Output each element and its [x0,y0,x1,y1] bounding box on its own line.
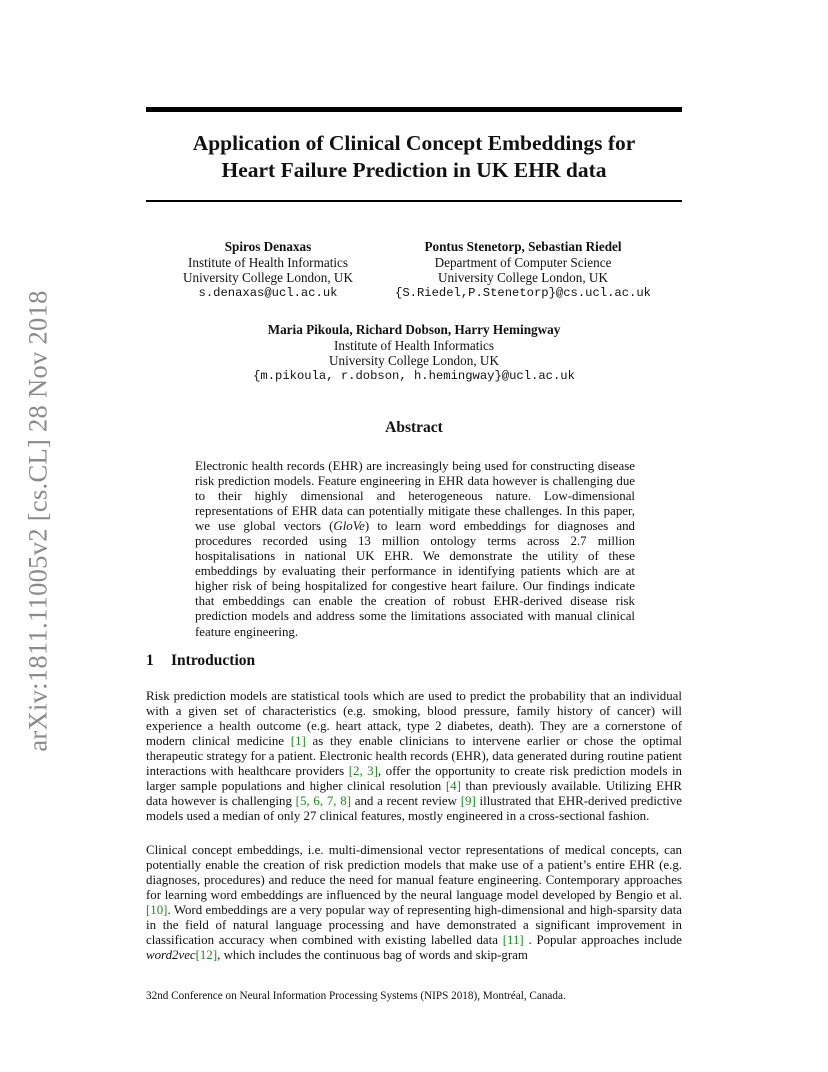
citation-link[interactable]: [11] [502,933,524,948]
citation-link[interactable]: [10] [146,903,168,918]
author-name: Pontus Stenetorp, Sebastian Riedel [424,239,622,254]
title-line-1: Application of Clinical Concept Embeddings for [192,131,636,155]
author-block-3 [230,322,598,384]
citation-link[interactable]: [12] [195,948,218,963]
conference-footnote: 32nd Conference on Neural Information Processing Systems (NIPS 2018), Montréal, Canada. [146,990,566,1002]
author-affiliation: Department of Computer Science [434,254,612,270]
title-line-2: Heart Failure Prediction in UK EHR data [221,158,607,182]
author-affiliation: Institute of Health Informatics [187,254,349,270]
author-email: {m.pikoula, r.dobson, h.hemingway}@ucl.ac.uk [253,368,575,383]
intro-paragraph-1: Risk prediction models are statistical tools which are used to predict the probability that an individual with a given set of characteristics (e.g. smoking, blood pressure, family history of cancer) will experience a health outcome (e.g. heart attack, type 2 diabetes, death). They are a cornerstone of modern clinical medicine [1] as they enable clinicians to intervene earlier or chose the optimal therapeutic strategy for a patient. Electronic health records (EHR), data generated during routine patient interactions with healthcare providers [2, 3], offer the opportunity to create risk prediction models in larger sample populations and higher clinical resolution [4] than previously available. Utilizing EHR data however is challenging [5, 6, 7, 8] and a recent review [9] illustrated that EHR-derived predictive models used a median of only 27 clinical features, mostly engineered in a cross-sectional fashion. [146,689,683,824]
author-email: {S.Riedel,P.Stenetorp}@cs.ucl.ac.uk [395,285,651,300]
author-institution: University College London, UK [438,270,608,286]
title-bottom-rule [146,200,682,202]
author-email: s.denaxas@ucl.ac.uk [198,285,338,300]
paper-title [146,130,682,184]
citation-link[interactable]: [4] [445,779,461,794]
section-title: Introduction [171,652,256,669]
emphasized-term: GloVe [333,519,365,534]
citation-link[interactable]: [1] [290,734,306,749]
title-top-rule [146,107,682,112]
author-block-2 [390,239,656,301]
abstract-heading: Abstract [385,419,443,436]
intro-paragraph-2: Clinical concept embeddings, i.e. multi-dimensional vector representations of medical concepts, can potentially enable the creation of risk prediction models that make use of a patient’s entire EHR (e.g. diagnoses, procedures) and reduce the need for manual feature engineering. Contemporary approaches for learning word embeddings are influenced by the neural language model developed by Bengio et al. [10]. Word embeddings are a very popular way of representing high-dimensional and high-sparsity data in the field of natural language processing and have demonstrated a significant improvement in classification accuracy when combined with existing labelled data [11] . Popular approaches include word2vec[12], which includes the continuous bag of words and skip-gram [146,843,682,963]
citation-link[interactable]: [2, 3] [348,764,378,779]
emphasized-term: word2vec [146,948,196,963]
author-affiliation: Institute of Health Informatics [333,337,495,353]
author-institution: University College London, UK [183,270,353,286]
section-heading-introduction [146,652,255,670]
author-block-1 [160,239,376,301]
author-name: Maria Pikoula, Richard Dobson, Harry Hemingway [267,322,561,337]
citation-link[interactable]: [5, 6, 7, 8] [295,794,351,809]
section-number: 1 [146,652,154,669]
author-institution: University College London, UK [329,353,499,369]
abstract-text: Electronic health records (EHR) are increasingly being used for constructing disease risk prediction models. Feature engineering in EHR data however is challenging due to their highly dimensional and heterogeneous nature. Low-dimensional representations of EHR data can potentially mitigate these challenges. In this paper, we use global vectors (GloVe) to learn word embeddings for diagnoses and procedures recorded using 13 million ontology terms across 2.7 million hospitalisations in national UK EHR. We demonstrate the utility of these embeddings by evaluating their performance in identifying patients which are at higher risk of being hospitalized for congestive heart failure. Our findings indicate that embeddings can enable the creation of robust EHR-derived disease risk prediction models and address some the limitations associated with manual clinical feature engineering. [195,459,635,639]
citation-link[interactable]: [9] [460,794,476,809]
arxiv-identifier: arXiv:1811.11005v2 [cs.CL] 28 Nov 2018 [22,290,53,752]
author-name: Spiros Denaxas [224,239,312,254]
